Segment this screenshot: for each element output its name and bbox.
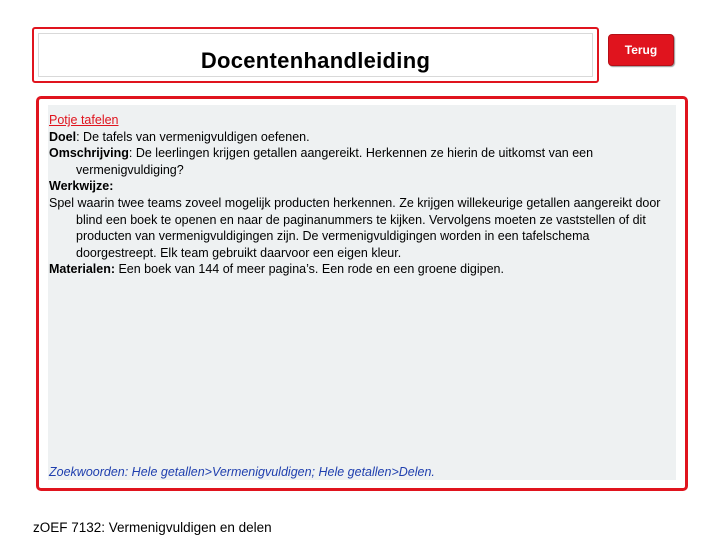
keywords: Zoekwoorden: Hele getallen>Vermenigvuldigen; Hele getallen>Delen. — [49, 465, 435, 479]
activity-link[interactable]: Potje tafelen — [49, 113, 119, 127]
page-title: Docentenhandleiding — [200, 48, 431, 73]
header-box — [32, 27, 599, 83]
goal-paragraph — [49, 129, 671, 146]
method-paragraph: Spel waarin twee teams zoveel mogelijk producten herkennen. Ze krijgen willekeurige getallen aangereikt door blind een boek te openen en naar de paginanummers te kijken. Vervolgens moeten ze vaststellen of dit producten van vermenigvuldigingen zijn. De vermenigvuldigingen worden in een tafelschema doorgestreept. Elk team gebruikt daarvoor een eigen kleur. — [49, 195, 661, 260]
back-button[interactable]: Terug — [608, 34, 674, 66]
materials-text: Een boek van 144 of meer pagina’s. Een rode en een groene digipen. — [115, 262, 504, 277]
description-paragraph — [49, 145, 671, 178]
footer-title: zOEF 7132: Vermenigvuldigen en delen — [33, 520, 272, 535]
header-inner — [38, 33, 593, 77]
materials-paragraph — [49, 261, 671, 278]
goal-label: Doel — [49, 129, 77, 144]
description-text: : De leerlingen krijgen getallen aangereikt. Herkennen ze hierin de uitkomst van een vermenigvuldiging? — [76, 146, 594, 177]
method-label-paragraph — [49, 178, 671, 195]
method-label: Werkwijze: — [49, 179, 114, 194]
goal-text: : De tafels van vermenigvuldigen oefenen. — [76, 129, 310, 144]
content-text — [49, 112, 671, 278]
description-label: Omschrijving — [49, 146, 129, 161]
materials-label: Materialen: — [49, 262, 115, 277]
